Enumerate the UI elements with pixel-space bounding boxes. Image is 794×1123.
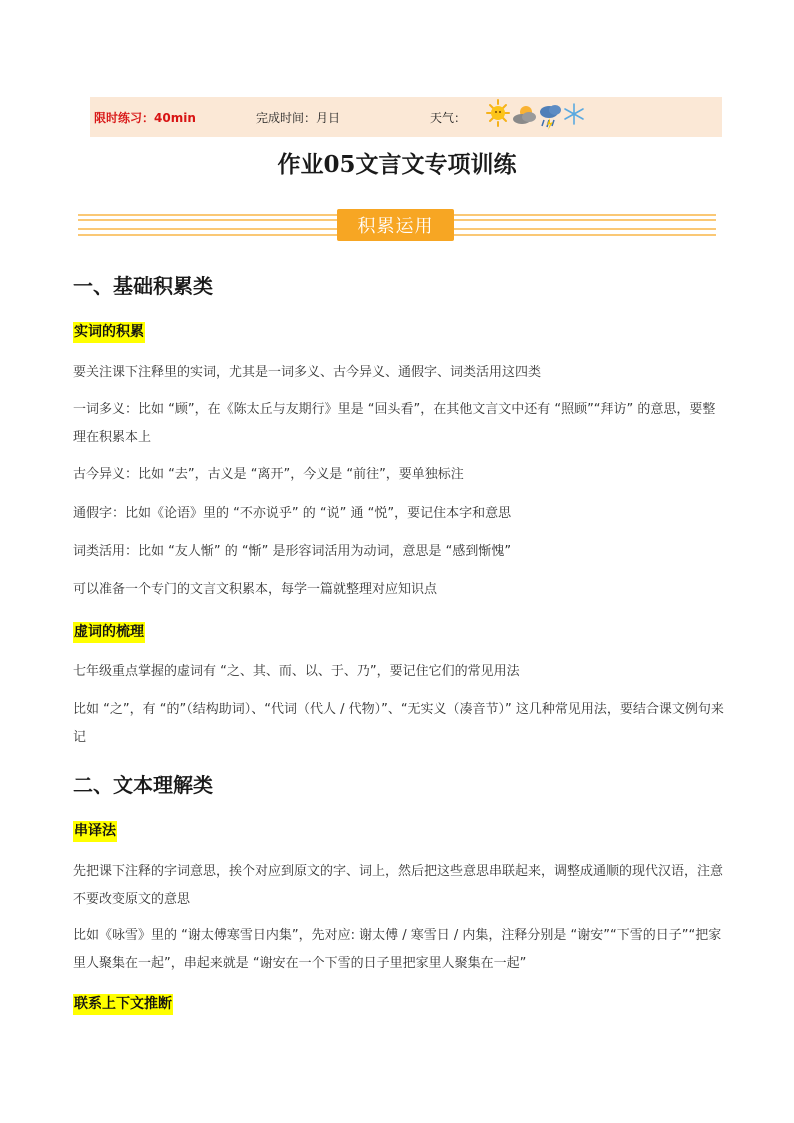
subheading-serial-translation: 串译法 <box>73 821 117 842</box>
paragraph: 比如 “之”，有 “的”（结构助词）、“代词（代人 / 代物）”、“无实义（凑音节）” 这几种常见用法，要结合课文例句来记 <box>73 702 724 745</box>
paragraph: 先把课下注释的字词意思，挨个对应到原文的字、词上，然后把这些意思串联起来，调整成通顺的现代汉语，注意不要改变原文的意思 <box>73 864 724 907</box>
paragraph: 七年级重点掌握的虚词有 “之、其、而、以、于、乃”，要记住它们的常见用法 <box>73 664 520 679</box>
paragraph: 可以准备一个专门的文言文积累本，每学一篇就整理对应知识点 <box>73 582 438 597</box>
paragraph: 古今异义：比如 “去”，古义是 “离开”，今义是 “前往”，要单独标注 <box>73 467 464 482</box>
section-banner <box>78 208 716 242</box>
banner-label: 积累运用 <box>337 209 454 241</box>
rain-cloud-icon <box>540 105 561 130</box>
section-heading-comprehension: 二、文本理解类 <box>73 773 213 797</box>
paragraph: 要关注课下注释里的实词，尤其是一词多义、古今异义、通假字、词类活用这四类 <box>73 365 542 380</box>
time-limit-label: 限时练习：40min <box>94 110 196 125</box>
weather-icons <box>486 98 586 134</box>
weather-label: 天气： <box>430 110 467 125</box>
page-title: 作业05文言文专项训练 <box>277 151 517 178</box>
subheading-content-words: 实词的积累 <box>73 322 145 343</box>
paragraph: 比如《咏雪》里的 “谢太傅寒雪日内集”，先对应: 谢太傅 / 寒雪日 / 内集，注释分别是 “谢安”“下雪的日子”“把家里人聚集在一起”，串起来就是 “谢安在一个下雪的日子里把家里人聚集在一起” <box>73 928 722 971</box>
paragraph: 词类活用：比如 “友人惭” 的 “惭” 是形容词活用为动词，意思是 “感到惭愧” <box>73 544 512 559</box>
subheading-context-inference: 联系上下文推断 <box>73 994 173 1015</box>
section-heading-basics: 一、基础积累类 <box>73 274 213 298</box>
snowflake-icon <box>565 104 583 124</box>
cloudy-sun-icon <box>513 106 536 124</box>
subheading-function-words: 虚词的梳理 <box>73 622 145 643</box>
practice-info-bar <box>90 97 722 137</box>
paragraph: 通假字：比如《论语》里的 “不亦说乎” 的 “说” 通 “悦”，要记住本字和意思 <box>73 506 512 521</box>
completion-time-label: 完成时间：月日 <box>256 110 341 125</box>
sun-icon <box>487 100 509 126</box>
paragraph: 一词多义：比如 “顾”，在《陈太丘与友期行》里是 “回头看”，在其他文言文中还有 “照顾”“拜访” 的意思，要整理在积累本上 <box>73 402 716 445</box>
